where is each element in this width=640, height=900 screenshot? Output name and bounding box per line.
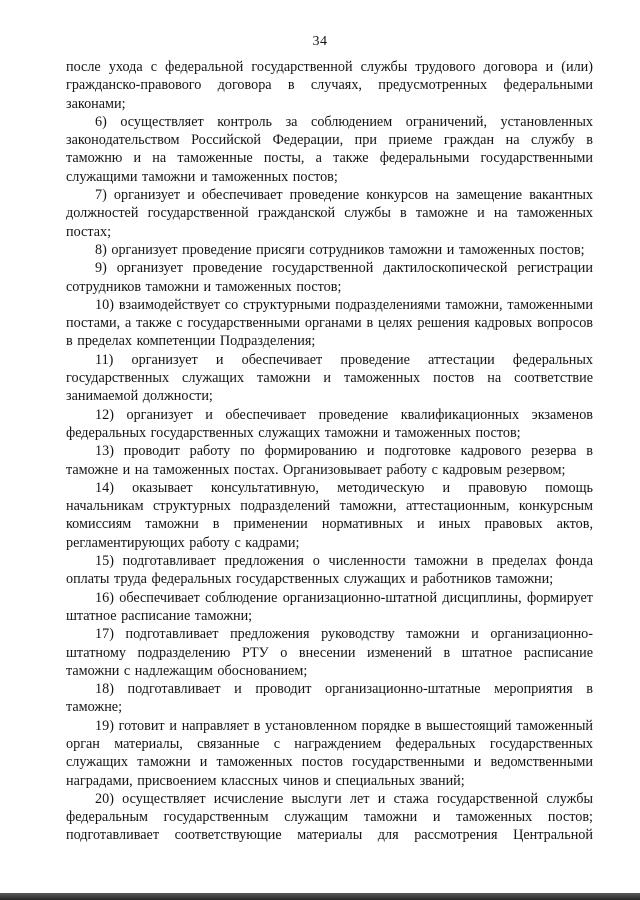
page-number: 34 <box>312 34 328 49</box>
paragraph: после ухода с федеральной государственной службы трудового договора и (или) гражданско-правового договора в случаях, предусмотренных федеральными законами; <box>66 59 593 112</box>
paragraph: 11) организует и обеспечивает проведение аттестации федеральных государственных служащих таможни и таможенных постов на соответствие занимаемой должности; <box>66 351 593 405</box>
page-bottom-edge <box>0 893 640 900</box>
paragraph: 13) проводит работу по формированию и подготовке кадрового резерва в таможне и на таможенных постах. Организовывает работу с кадровым резервом; <box>66 443 593 478</box>
paragraph: 10) взаимодействует со структурными подразделениями таможни, таможенными постами, а также с государственными органами в целях решения кадровых вопросов в пределах компетенции Подразделения; <box>66 296 593 350</box>
paragraph: 17) подготавливает предложения руководству таможни и организационно-штатному подразделению РТУ о внесении изменений в штатное расписание таможни с надлежащим обоснованием; <box>66 626 593 679</box>
paragraph: 14) оказывает консультативную, методическую и правовую помощь начальникам структурных подразделений таможни, аттестационным, конкурсным комиссиям таможни в применении нормативных и иных правовых актов, регламентирующих работу с кадрами; <box>66 479 593 551</box>
paragraph: 15) подготавливает предложения о численности таможни в пределах фонда оплаты труда федеральных государственных служащих и работников таможни; <box>66 553 593 588</box>
paragraph: 7) организует и обеспечивает проведение конкурсов на замещение вакантных должностей государственной гражданской службы в таможне и на таможенных постах; <box>66 187 593 240</box>
paragraph: 20) осуществляет исчисление выслуги лет и стажа государственной службы федеральным государственным служащим таможни и таможенных постов; подготавливает соответствующие материалы для рассмотрения Центральной <box>66 790 593 844</box>
paragraph: 16) обеспечивает соблюдение организационно-штатной дисциплины, формирует штатное расписание таможни; <box>66 589 593 624</box>
paragraph: 8) организует проведение присяги сотрудников таможни и таможенных постов; <box>95 241 585 258</box>
document-body <box>66 58 593 845</box>
paragraph: 18) подготавливает и проводит организационно-штатные мероприятия в таможне; <box>66 681 593 716</box>
paragraph: 12) организует и обеспечивает проведение квалификационных экзаменов федеральных государственных служащих таможни и таможенных постов; <box>66 406 593 441</box>
paragraph: 19) готовит и направляет в установленном порядке в вышестоящий таможенный орган материалы, связанные с награждением федеральных государственных служащих таможни и таможенных постов государственными и ведомственными наградами, присвоением классных чинов и специальных званий; <box>66 717 593 789</box>
paragraph: 9) организует проведение государственной дактилоскопической регистрации сотрудников таможни и таможенных постов; <box>66 260 593 295</box>
paragraph: 6) осуществляет контроль за соблюдением ограничений, установленных законодательством Российской Федерации, при приеме граждан на службу в таможню и на таможенные посты, а также федеральными государственными служащими таможни и таможенных постов; <box>66 113 593 185</box>
